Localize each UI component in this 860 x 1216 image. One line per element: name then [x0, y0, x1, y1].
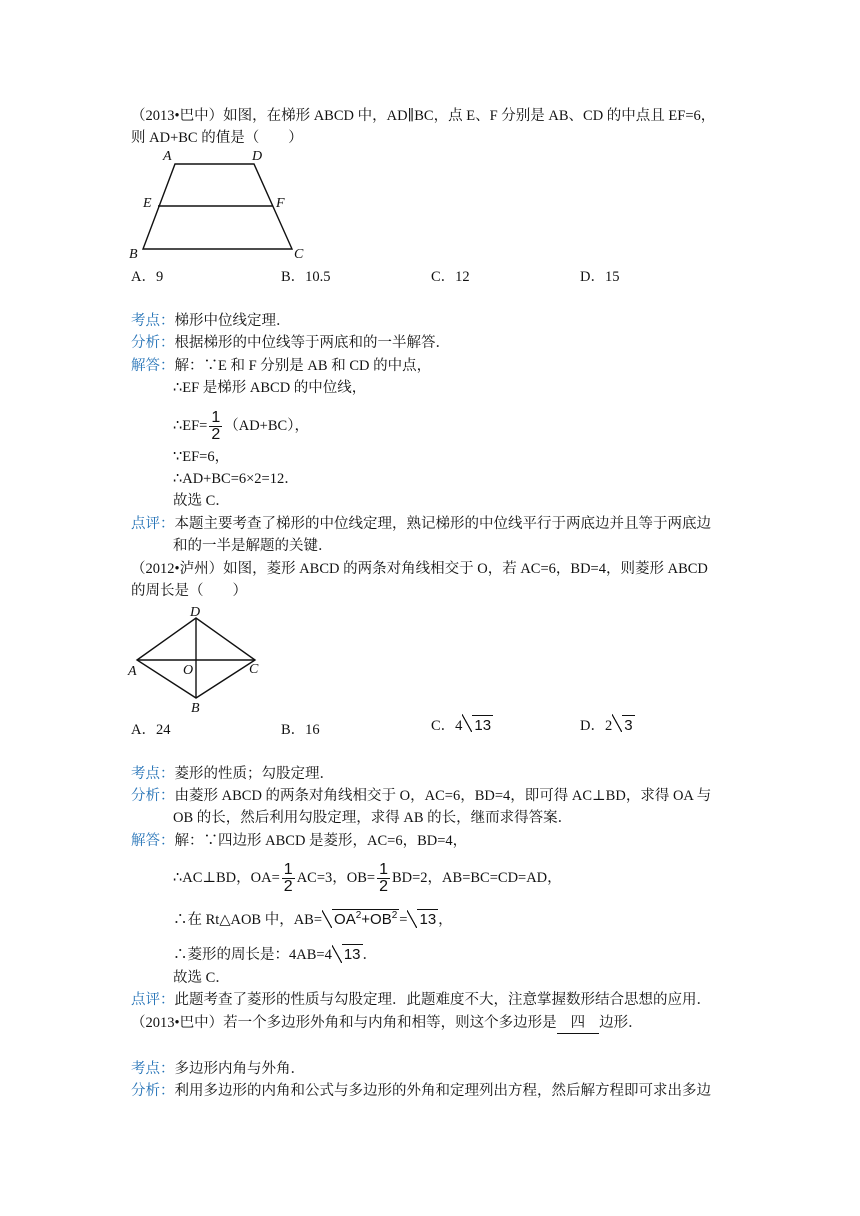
jieda-text: ∴菱形的周长是：4AB=4 [173, 947, 332, 963]
fraction-denominator: 2 [379, 878, 388, 895]
radicand [332, 909, 399, 928]
sqrt-sign [407, 910, 438, 930]
kaodian-text: 菱形的性质；勾股定理． [174, 766, 334, 782]
radicand: 13 [474, 717, 492, 734]
q2-option-a: A．24 [131, 722, 171, 738]
fraction-numerator: 1 [379, 861, 388, 878]
q1-fenxi [131, 333, 450, 353]
fenxi-label: 分析： [131, 788, 175, 804]
radicand: 3 [624, 717, 633, 734]
option-text: D．2 [580, 718, 613, 734]
q3-stem [131, 1013, 643, 1034]
q2-fenxi-line2: OB 的长，然后利用勾股定理，求得 AB 的长，继而求得答案． [173, 810, 573, 826]
fenxi-text: 利用多边形的内角和公式与多边形的外角和定理列出方程，然后解方程即可求出多边 [174, 1083, 711, 1099]
q1-jieda-line6: 故选 C． [173, 493, 230, 509]
sqrt-sign [612, 717, 634, 734]
label-a: A [163, 149, 172, 164]
fenxi-text: 由菱形 ABCD 的两条对角线相交于 O，AC=6，BD=4，即可得 AC⊥BD，求得 OA 与 [174, 788, 712, 804]
jieda-text: ． [362, 947, 378, 963]
kaodian-text: 多边形内角与外角． [174, 1061, 305, 1077]
q1-jieda [131, 356, 431, 376]
option-text: C．4 [431, 718, 463, 734]
dianping-text: 本题主要考查了梯形的中位线定理，熟记梯形的中位线平行于两底边并且等于两底边 [174, 516, 711, 532]
label-b: B [191, 701, 200, 715]
dianping-text: 此题考查了菱形的性质与勾股定理．此题难度不大，注意掌握数形结合思想的应用． [174, 992, 711, 1008]
jieda-text: BD=2，AB=BC=CD=AD， [391, 869, 562, 886]
q1-kaodian [131, 311, 291, 331]
q3-fenxi [131, 1081, 711, 1101]
radicand-term: OA [334, 911, 356, 928]
kaodian-text: 梯形中位线定理． [174, 313, 291, 329]
label-c: C [249, 662, 259, 677]
label-b: B [129, 247, 138, 262]
label-f: F [276, 196, 285, 211]
dianping-label: 点评： [131, 516, 175, 532]
q2-jieda-line4 [173, 945, 377, 965]
answer-blank: 四 [557, 1013, 600, 1034]
q3-kaodian [131, 1059, 305, 1079]
q2-option-d [580, 714, 635, 735]
jieda-text: ∴EF= [173, 417, 208, 434]
q2-fenxi [131, 786, 711, 806]
jieda-label: 解答： [131, 833, 175, 849]
q1-jieda-line4: ∵EF=6， [173, 449, 230, 465]
jieda-text: ∴AC⊥BD，OA= [173, 869, 280, 886]
label-d: D [190, 605, 201, 620]
q2-stem-line1: （2012•泸州）如图，菱形 ABCD 的两条对角线相交于 O，若 AC=6，BD=4，则菱形 ABCD [131, 561, 708, 577]
fenxi-label: 分析： [131, 1083, 175, 1099]
fenxi-text: 根据梯形的中位线等于两底和的一半解答． [174, 335, 450, 351]
sqrt-sign [322, 906, 399, 930]
fraction [282, 862, 295, 895]
q1-option-c: C．12 [431, 269, 470, 285]
fraction [377, 862, 390, 895]
label-d: D [252, 149, 263, 164]
label-e: E [143, 196, 152, 211]
q2-stem-line2: 的周长是（ ） [131, 583, 247, 599]
q2-option-c [431, 714, 493, 735]
jieda-label: 解答： [131, 358, 175, 374]
trapezoid-figure [125, 145, 315, 263]
q1-jieda-line3 [173, 410, 309, 443]
radicand-term: +OB [361, 911, 392, 928]
q2-jieda [131, 831, 467, 851]
jieda-line: 解：∵四边形 ABCD 是菱形，AC=6，BD=4， [174, 833, 468, 849]
q1-stem-line1: （2013•巴中）如图，在梯形 ABCD 中，AD∥BC，点 E、F 分别是 AB、CD 的中点且 EF=6， [131, 108, 716, 124]
label-o: O [183, 663, 194, 678]
q1-dianping [131, 514, 711, 534]
radicand: 13 [343, 946, 361, 963]
q2-dianping [131, 990, 711, 1010]
q2-jieda-line3 [173, 906, 453, 930]
sqrt-sign [332, 945, 363, 965]
rhombus-figure [125, 603, 270, 715]
q2-option-b: B．16 [281, 722, 320, 738]
q1-dianping-line2: 和的一半是解题的关键． [173, 538, 333, 554]
q1-jieda-line5: ∴AD+BC=6×2=12． [173, 471, 299, 487]
jieda-text: ， [438, 912, 453, 928]
q2-kaodian [131, 764, 334, 784]
q1-option-a: A．9 [131, 269, 164, 285]
q2-jieda-line5: 故选 C． [173, 970, 230, 986]
q2-jieda-line2 [173, 862, 562, 895]
jieda-line: 解：∵E 和 F 分别是 AB 和 CD 的中点， [174, 358, 432, 374]
stem-text: （2013•巴中）若一个多边形外角和与内角和相等，则这个多边形是 [131, 1015, 557, 1031]
radicand: 13 [419, 911, 437, 928]
kaodian-label: 考点： [131, 313, 175, 329]
fenxi-label: 分析： [131, 335, 175, 351]
exponent: 2 [391, 910, 398, 921]
jieda-text: （AD+BC）， [224, 417, 309, 434]
label-a: A [128, 664, 137, 679]
fraction-numerator: 1 [211, 409, 221, 426]
label-c: C [294, 247, 304, 262]
sqrt-sign [462, 717, 493, 734]
jieda-text: AC=3，OB= [296, 869, 376, 886]
fraction-denominator: 2 [283, 878, 293, 895]
kaodian-label: 考点： [131, 1061, 175, 1077]
exponent: 2 [355, 910, 362, 921]
fraction [209, 410, 222, 443]
jieda-text: ∴在 Rt△AOB 中，AB= [173, 912, 323, 928]
q1-option-b: B．10.5 [281, 269, 331, 285]
kaodian-label: 考点： [131, 766, 175, 782]
q1-option-d: D．15 [580, 269, 620, 285]
q1-stem-line2: 则 AD+BC 的值是（ ） [131, 130, 303, 146]
fraction-numerator: 1 [283, 861, 293, 878]
q1-jieda-line2: ∴EF 是梯形 ABCD 的中位线， [173, 380, 367, 396]
stem-text: 边形． [599, 1015, 643, 1031]
jieda-text: = [399, 912, 408, 928]
dianping-label: 点评： [131, 992, 175, 1008]
fraction-denominator: 2 [211, 426, 221, 443]
